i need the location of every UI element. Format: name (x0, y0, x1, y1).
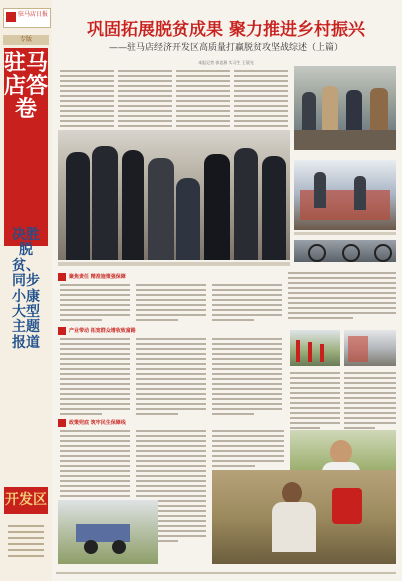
photo-caption (58, 262, 290, 266)
text-column (60, 338, 130, 418)
district-badge: 开发区 (4, 487, 48, 514)
logo-text: 驻马店日报 (18, 11, 49, 18)
photo-caption (294, 232, 396, 235)
text-column (212, 430, 284, 470)
section-marker-icon (58, 273, 66, 281)
text-column (136, 284, 206, 324)
page-subheadline: ——驻马店经济开发区高质量打赢脱贫攻坚战综述（上篇） (108, 43, 343, 53)
photo-wheelchair-distribution (294, 240, 396, 262)
logo-icon (6, 12, 16, 22)
photo-village-street (344, 330, 396, 366)
section-marker-icon (58, 419, 66, 427)
vertical-title: 驻马店答卷 (4, 50, 49, 122)
page-footer (56, 570, 396, 578)
text-column (288, 272, 396, 322)
photo-community-event (294, 160, 396, 230)
text-column (344, 372, 396, 432)
photo-event (294, 66, 396, 150)
text-column (212, 338, 282, 418)
photo-officials-visit (58, 130, 290, 260)
text-column (212, 284, 282, 324)
photo-roadside-greenery (290, 330, 340, 366)
photo-farmland-machinery (58, 500, 158, 564)
text-column (136, 338, 206, 418)
text-column (60, 284, 130, 324)
section-marker-icon (58, 327, 66, 335)
section-heading: 政策兜底 筑牢民生保障线 (58, 418, 126, 427)
report-slogan: 决胜脱贫、同步小康大型主题报道 (12, 227, 40, 351)
photo-worker-field (212, 470, 396, 564)
page-tag: 专版 (3, 35, 49, 45)
byline: 本报记者 郭忠源 实习生 王晨光 (198, 60, 254, 65)
vertical-title-block (4, 48, 48, 246)
section-heading: 产业带动 拓宽群众增收致富路 (58, 326, 136, 335)
sidebar (0, 0, 52, 581)
text-column (290, 372, 340, 432)
page-headline: 巩固拓展脱贫成果 聚力推进乡村振兴 (87, 20, 365, 40)
sidebar-rules (8, 525, 44, 565)
section-heading: 聚焦责任 精准施策强保障 (58, 272, 126, 281)
newspaper-logo (3, 8, 51, 28)
